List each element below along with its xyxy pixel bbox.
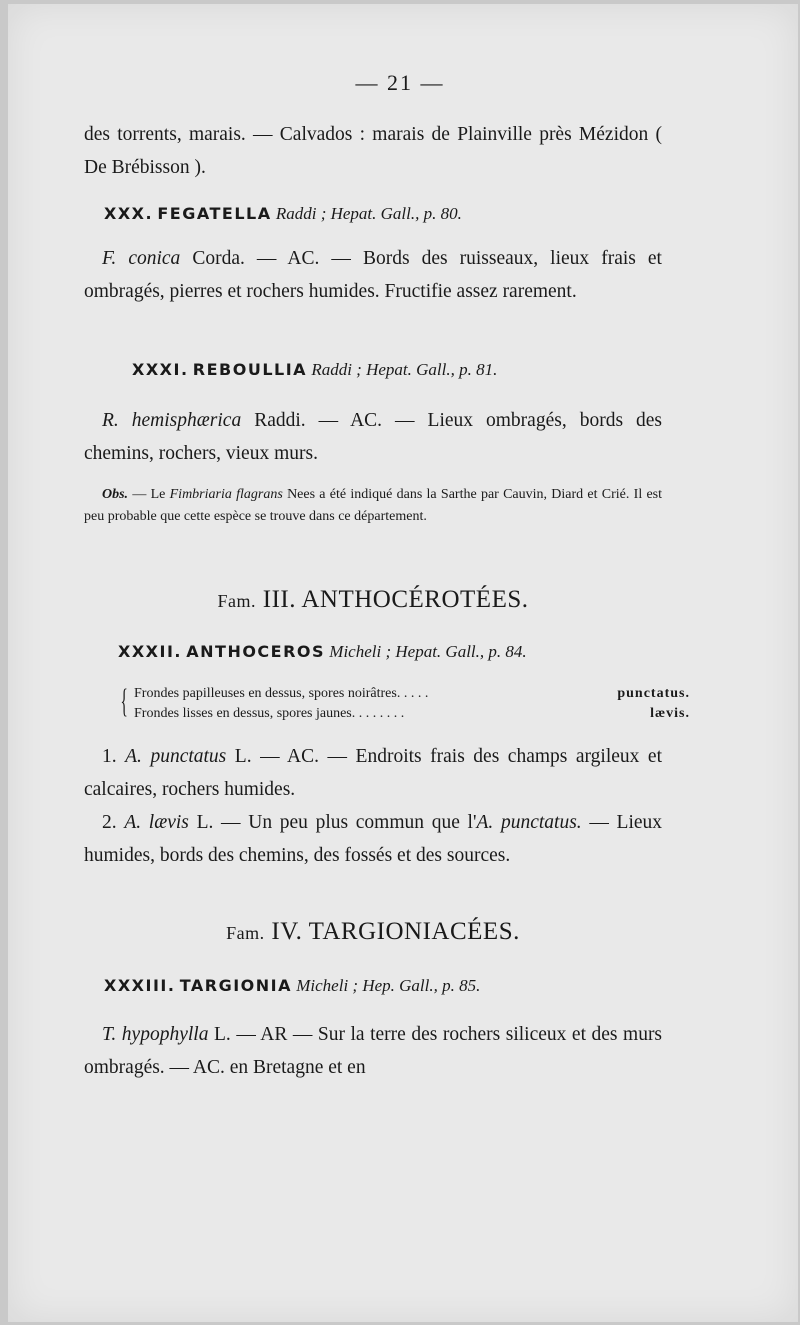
genus-heading-anthoceros bbox=[118, 640, 696, 664]
identification-key bbox=[104, 684, 690, 724]
family-prefix: Fam. bbox=[217, 591, 257, 611]
species-anthoceros-punctatus bbox=[84, 740, 662, 806]
genus-name: ANTHOCEROS bbox=[186, 642, 326, 661]
species-targionia-hypophylla bbox=[84, 1018, 662, 1084]
family-prefix: Fam. bbox=[226, 923, 265, 943]
obs-species: Fimbriaria flagrans bbox=[169, 487, 283, 502]
obs-text: Nees a été indiqué dans la Sarthe par Cauvin, Diard et Crié. Il est peu probable que cette espèce se trouve dans ce département. bbox=[84, 487, 663, 524]
key-row bbox=[134, 704, 690, 724]
page-number: — 21 — bbox=[355, 70, 445, 95]
species-number: 1. bbox=[102, 746, 117, 767]
genus-name: FEGATELLA bbox=[157, 204, 272, 223]
genus-reference: Micheli ; Hepat. Gall., p. 84. bbox=[329, 642, 527, 661]
genus-number: XXXI. bbox=[132, 360, 189, 379]
observation-note bbox=[84, 484, 662, 528]
intro-text: des torrents, marais. — Calvados : marais de Plainville près Mézidon ( De Brébisson ). bbox=[84, 124, 662, 178]
key-text: Frondes lisses en dessus, spores jaunes. . . . . . . . bbox=[134, 706, 405, 721]
species-reboullia bbox=[84, 404, 662, 470]
species-author: Corda. bbox=[192, 248, 245, 269]
species-text: — AC. — Bords des ruisseaux, lieux frais et ombragés, pierres et rochers humides. Fructifie assez rarement. bbox=[84, 248, 662, 302]
family-heading-anthocerotees bbox=[84, 586, 662, 614]
species-name: A. lævis bbox=[124, 812, 189, 833]
species-text-2: — Lieux humides, bords des chemins, des fossés et des sources. bbox=[84, 812, 663, 866]
genus-reference: Micheli ; Hep. Gall., p. 85. bbox=[296, 976, 481, 995]
species-ref: A. punctatus. bbox=[476, 812, 582, 833]
species-number: 2. bbox=[102, 812, 117, 833]
genus-reference: Raddi ; Hepat. Gall., p. 80. bbox=[275, 204, 462, 223]
species-text: — AC. — Lieux ombragés, bords des chemins, rochers, vieux murs. bbox=[84, 410, 663, 464]
species-author: L. bbox=[234, 746, 252, 767]
species-fegatella-conica bbox=[84, 242, 662, 308]
family-title: III. ANTHOCÉROTÉES. bbox=[262, 586, 529, 613]
obs-label: Obs. bbox=[102, 487, 129, 502]
key-row bbox=[134, 684, 690, 704]
genus-name: REBOULLIA bbox=[192, 360, 308, 379]
genus-number: XXX. bbox=[104, 204, 154, 223]
key-result: punctatus. bbox=[617, 686, 690, 701]
family-heading-targioniacees bbox=[84, 918, 662, 946]
species-anthoceros-laevis bbox=[84, 806, 662, 872]
key-result: lævis. bbox=[650, 706, 690, 721]
species-author: L. bbox=[213, 1024, 231, 1045]
genus-number: XXXII. bbox=[118, 642, 182, 661]
species-text: — AR — Sur la terre des rochers siliceux et des murs ombragés. — AC. en Bretagne et en bbox=[84, 1024, 663, 1078]
genus-heading-reboullia bbox=[132, 358, 710, 382]
species-text: — AC. — Endroits frais des champs argileux et calcaires, rochers humides. bbox=[84, 746, 662, 800]
brace-icon: { bbox=[120, 683, 128, 720]
species-text: — Un peu plus commun que l' bbox=[221, 812, 477, 833]
family-title: IV. TARGIONIACÉES. bbox=[271, 918, 520, 945]
species-author: L. bbox=[196, 812, 214, 833]
key-text: Frondes papilleuses en dessus, spores noirâtres. . . . . bbox=[134, 686, 429, 701]
species-name: F. conica bbox=[102, 248, 181, 269]
species-name: A. punctatus bbox=[125, 746, 227, 767]
genus-heading-fegatella bbox=[104, 202, 682, 226]
genus-reference: Raddi ; Hepat. Gall., p. 81. bbox=[311, 360, 498, 379]
obs-pre: — Le bbox=[132, 487, 166, 502]
paragraph-intro bbox=[84, 118, 662, 184]
genus-name: TARGIONIA bbox=[179, 976, 292, 995]
species-name: R. hemisphærica bbox=[102, 410, 242, 431]
species-author: Raddi. bbox=[254, 410, 306, 431]
genus-number: XXXIII. bbox=[104, 976, 176, 995]
species-name: T. hypophylla bbox=[102, 1024, 209, 1045]
genus-heading-targionia bbox=[104, 974, 682, 998]
